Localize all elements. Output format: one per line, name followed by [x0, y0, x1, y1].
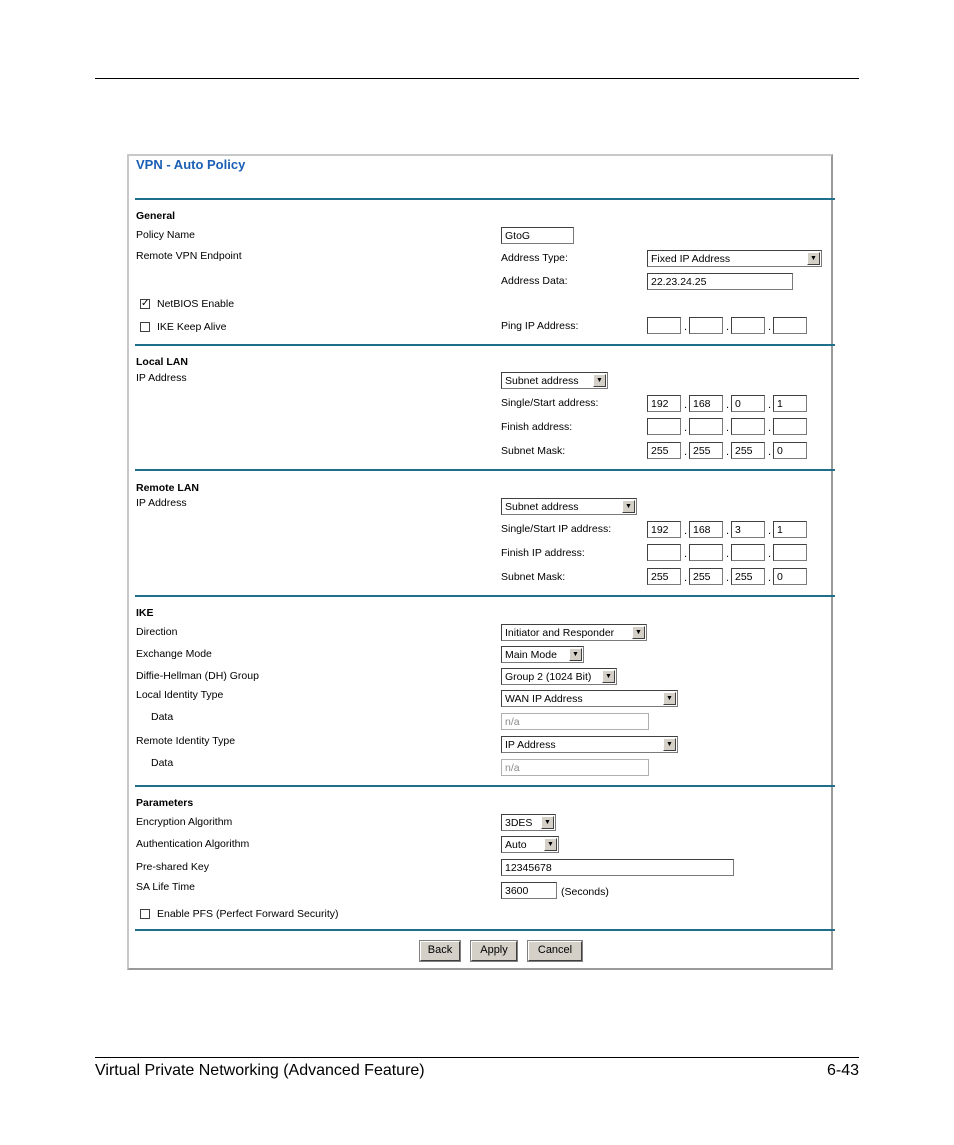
local-ip-address-label: IP Address [136, 372, 187, 384]
authentication-select[interactable]: Auto ▼ [501, 836, 559, 853]
octet-separator: . [684, 399, 688, 411]
page-header-rule [95, 78, 859, 79]
remote-start-octet-3[interactable]: 3 [731, 521, 765, 538]
ping-ip-octet-4[interactable] [773, 317, 807, 334]
chevron-down-icon: ▼ [569, 648, 582, 661]
address-type-label: Address Type: [501, 252, 568, 264]
chevron-down-icon: ▼ [541, 816, 554, 829]
local-mask-octet-3[interactable]: 255 [731, 442, 765, 459]
policy-name-input[interactable]: GtoG [501, 227, 574, 244]
octet-separator: . [726, 446, 730, 458]
encryption-select[interactable]: 3DES ▼ [501, 814, 556, 831]
remote-identity-select[interactable]: IP Address ▼ [501, 736, 678, 753]
octet-separator: . [768, 548, 772, 560]
sa-lifetime-label: SA Life Time [136, 881, 195, 893]
local-start-octet-1[interactable]: 192 [647, 395, 681, 412]
remote-mask-octet-3[interactable]: 255 [731, 568, 765, 585]
octet-separator: . [684, 548, 688, 560]
local-finish-octet-1[interactable] [647, 418, 681, 435]
octet-separator: . [768, 321, 772, 333]
remote-mask-octet-4[interactable]: 0 [773, 568, 807, 585]
remote-identity-label: Remote Identity Type [136, 735, 236, 747]
section-divider [135, 595, 835, 597]
footer-chapter-title: Virtual Private Networking (Advanced Feature) [95, 1062, 425, 1079]
local-mask-label: Subnet Mask: [501, 445, 566, 457]
local-finish-octet-3[interactable] [731, 418, 765, 435]
sa-lifetime-input[interactable]: 3600 [501, 882, 557, 899]
ike-keepalive-checkbox[interactable] [140, 322, 150, 332]
chevron-down-icon: ▼ [663, 692, 676, 705]
remote-identity-data-input[interactable]: n/a [501, 759, 649, 776]
chevron-down-icon: ▼ [602, 670, 615, 683]
section-divider [135, 344, 835, 346]
apply-button[interactable]: Apply [471, 941, 517, 961]
remote-ip-type-select[interactable]: Subnet address ▼ [501, 498, 637, 515]
octet-separator: . [726, 422, 730, 434]
netbios-checkbox[interactable]: ✓ [141, 298, 150, 309]
local-start-octet-4[interactable]: 1 [773, 395, 807, 412]
octet-separator: . [684, 525, 688, 537]
octet-separator: . [768, 422, 772, 434]
authentication-label: Authentication Algorithm [136, 838, 250, 850]
remote-finish-octet-2[interactable] [689, 544, 723, 561]
local-mask-octet-1[interactable]: 255 [647, 442, 681, 459]
psk-label: Pre-shared Key [136, 861, 209, 873]
remote-start-octet-1[interactable]: 192 [647, 521, 681, 538]
page-footer-rule [95, 1057, 859, 1058]
encryption-label: Encryption Algorithm [136, 816, 233, 828]
local-lan-heading: Local LAN [136, 356, 188, 368]
chevron-down-icon: ▼ [632, 626, 645, 639]
section-divider [135, 929, 835, 931]
remote-mask-octet-1[interactable]: 255 [647, 568, 681, 585]
octet-separator: . [726, 399, 730, 411]
policy-name-label: Policy Name [136, 229, 195, 241]
address-data-input[interactable]: 22.23.24.25 [647, 273, 793, 290]
local-start-label: Single/Start address: [501, 397, 599, 409]
remote-finish-octet-1[interactable] [647, 544, 681, 561]
ike-heading: IKE [136, 607, 154, 619]
ike-keepalive-label: IKE Keep Alive [157, 321, 227, 333]
remote-start-octet-4[interactable]: 1 [773, 521, 807, 538]
remote-ip-address-label: IP Address [136, 497, 187, 509]
local-start-octet-2[interactable]: 168 [689, 395, 723, 412]
local-start-octet-3[interactable]: 0 [731, 395, 765, 412]
octet-separator: . [726, 321, 730, 333]
octet-separator: . [726, 525, 730, 537]
ping-ip-octet-1[interactable] [647, 317, 681, 334]
chevron-down-icon: ▼ [807, 252, 820, 265]
local-finish-label: Finish address: [501, 421, 573, 433]
octet-separator: . [768, 572, 772, 584]
remote-finish-label: Finish IP address: [501, 547, 585, 559]
remote-finish-octet-3[interactable] [731, 544, 765, 561]
local-identity-data-label: Data [151, 711, 174, 723]
direction-label: Direction [136, 626, 178, 638]
local-finish-octet-2[interactable] [689, 418, 723, 435]
pfs-label: Enable PFS (Perfect Forward Security) [157, 908, 339, 920]
parameters-heading: Parameters [136, 797, 194, 809]
chevron-down-icon: ▼ [544, 838, 557, 851]
remote-mask-label: Subnet Mask: [501, 571, 566, 583]
local-identity-label: Local Identity Type [136, 689, 224, 701]
chevron-down-icon: ▼ [663, 738, 676, 751]
dh-group-select[interactable]: Group 2 (1024 Bit) ▼ [501, 668, 617, 685]
remote-lan-heading: Remote LAN [136, 482, 200, 494]
address-type-select[interactable]: Fixed IP Address ▼ [647, 250, 822, 267]
back-button[interactable]: Back [420, 941, 460, 961]
octet-separator: . [684, 422, 688, 434]
cancel-button[interactable]: Cancel [528, 941, 582, 961]
octet-separator: . [768, 446, 772, 458]
remote-mask-octet-2[interactable]: 255 [689, 568, 723, 585]
section-divider [135, 198, 835, 200]
octet-separator: . [684, 446, 688, 458]
ping-ip-label: Ping IP Address: [501, 320, 579, 332]
local-mask-octet-4[interactable]: 0 [773, 442, 807, 459]
local-mask-octet-2[interactable]: 255 [689, 442, 723, 459]
ping-ip-octet-2[interactable] [689, 317, 723, 334]
footer-page-number: 6-43 [826, 1062, 859, 1079]
remote-start-octet-2[interactable]: 168 [689, 521, 723, 538]
direction-select[interactable]: Initiator and Responder ▼ [501, 624, 647, 641]
octet-separator: . [684, 572, 688, 584]
octet-separator: . [726, 572, 730, 584]
address-data-label: Address Data: [501, 275, 568, 287]
remote-identity-data-label: Data [151, 757, 174, 769]
sa-lifetime-unit: (Seconds) [561, 886, 609, 898]
remote-start-label: Single/Start IP address: [501, 523, 612, 535]
local-finish-octet-4[interactable] [773, 418, 807, 435]
octet-separator: . [684, 321, 688, 333]
remote-finish-octet-4[interactable] [773, 544, 807, 561]
local-ip-type-select[interactable]: Subnet address ▼ [501, 372, 608, 389]
local-identity-select[interactable]: WAN IP Address ▼ [501, 690, 678, 707]
octet-separator: . [768, 525, 772, 537]
exchange-mode-label: Exchange Mode [136, 648, 212, 660]
netbios-label: NetBIOS Enable [157, 298, 235, 310]
pfs-checkbox[interactable] [140, 909, 150, 919]
octet-separator: . [768, 399, 772, 411]
psk-input[interactable]: 12345678 [501, 859, 734, 876]
ping-ip-octet-3[interactable] [731, 317, 765, 334]
remote-endpoint-label: Remote VPN Endpoint [136, 250, 242, 262]
general-heading: General [136, 210, 176, 222]
section-divider [135, 469, 835, 471]
exchange-mode-select[interactable]: Main Mode ▼ [501, 646, 584, 663]
octet-separator: . [726, 548, 730, 560]
local-identity-data-input[interactable]: n/a [501, 713, 649, 730]
page-title: VPN - Auto Policy [136, 157, 246, 172]
dh-group-label: Diffie-Hellman (DH) Group [136, 670, 259, 682]
vpn-auto-policy-panel [127, 154, 833, 970]
chevron-down-icon: ▼ [622, 500, 635, 513]
section-divider [135, 785, 835, 787]
chevron-down-icon: ▼ [593, 374, 606, 387]
